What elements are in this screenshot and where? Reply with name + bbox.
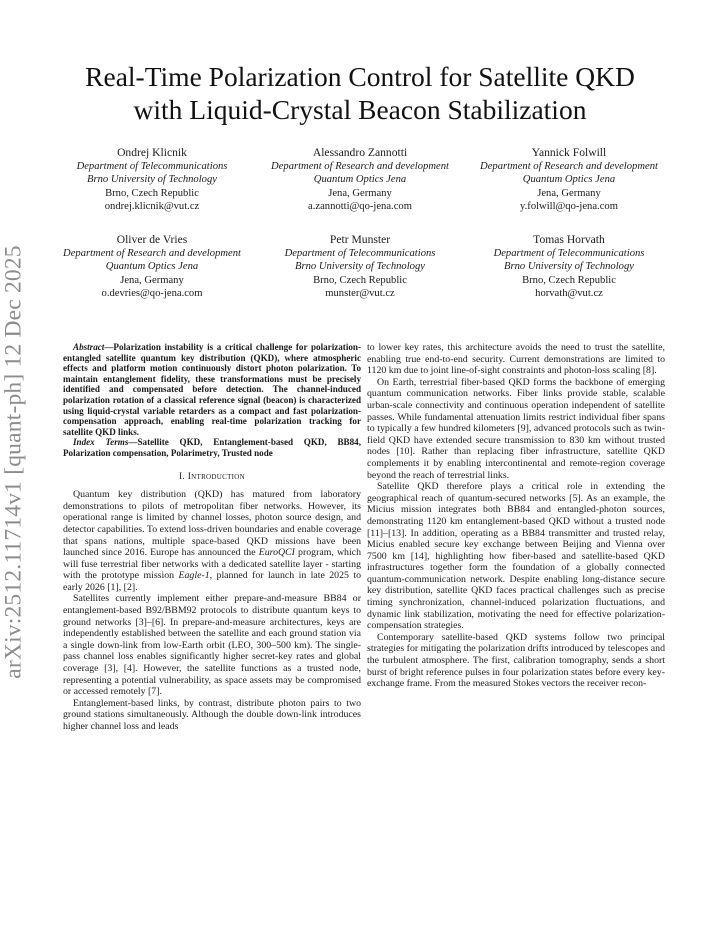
author-block xyxy=(47,145,257,213)
author-institution: Quantum Optics Jena xyxy=(313,174,407,186)
author-block xyxy=(255,232,465,300)
paragraph: Contemporary satellite-based QKD systems follow two principal strategies for mitigating the polarization drifts introduced by telescopes and the turbulent atmosphere. The first, calibration tomography, sends a short burst of bright reference pulses in four polarization states before every key-exchange frame. From the measured Stokes vectors the receiver recon- xyxy=(367,631,665,690)
author-email[interactable]: a.zannotti@qo-jena.com xyxy=(308,200,412,212)
author-block xyxy=(255,145,465,213)
arxiv-identifier-text: arXiv:2512.11714v1 [quant-ph] 12 Dec 2025 xyxy=(0,245,27,679)
author-email[interactable]: o.devries@qo-jena.com xyxy=(101,287,203,299)
index-terms-label: Index Terms xyxy=(73,437,129,448)
author-row-1 xyxy=(52,145,672,225)
author-email[interactable]: y.folwill@qo-jena.com xyxy=(520,200,618,212)
author-block xyxy=(464,145,674,213)
author-department: Department of Research and development xyxy=(271,161,449,172)
author-name: Alessandro Zannotti xyxy=(312,146,408,159)
author-block xyxy=(464,232,674,300)
title-line-2: with Liquid-Crystal Beacon Stabilization xyxy=(133,94,587,125)
paper-title xyxy=(60,60,660,126)
author-department: Department of Telecommunications xyxy=(284,248,436,259)
paragraph: Satellite QKD therefore plays a critical role in extending the geographical reach of quantum-secured networks [5]. As an example, the Micius mission integrates both BB84 and entangled-photon sources, demonstrating 1120 km entanglement-based QKD without a trusted node [11]–[13]. In addition, operating as a BB84 transmitter and trusted relay, Micius enabled secure key exchange between Beijing and Vienna over 7500 km [14], highlighting how fiber-based and satellite-based QKD infrastructures together form the foundation of a globally connected quantum-communication network. Despite enabling long-distance secure key distribution, satellite QKD faces practical challenges such as precise timing synchronization, channel-induced polarization fluctuations, and dynamic link stabilization, motivating the need for effective polarization-compensation strategies. xyxy=(367,481,665,632)
author-city: Brno, Czech Republic xyxy=(313,274,407,286)
author-city: Jena, Germany xyxy=(120,274,184,286)
author-name: Oliver de Vries xyxy=(116,233,188,246)
author-email[interactable]: horvath@vut.cz xyxy=(535,287,603,299)
paragraph: On Earth, terrestrial fiber-based QKD forms the backbone of emerging quantum communication networks. Fiber links provide stable, scalable urban-scale connectivity and continuous operation independent of satellite passes. While fundamental attenuation limits restrict individual fiber spans to typically a few hundred kilometers [9], advanced protocols such as twin-field QKD have extended secure transmission to 830 km without trusted nodes [10]. Rather than replacing fiber infrastructure, satellite QKD complements it by enabling intercontinental and remote-region coverage beyond the reach of terrestrial links. xyxy=(367,376,665,481)
emphasis-eagle-1: Eagle-1 xyxy=(178,570,210,582)
paragraph-text: , planned for launch in late 2025 to early 2026 [1], [2]. xyxy=(63,570,361,593)
author-institution: Quantum Optics Jena xyxy=(522,174,616,186)
author-name: Yannick Folwill xyxy=(531,146,607,159)
section-title: Introduction xyxy=(187,471,245,482)
author-email[interactable]: ondrej.klicnik@vut.cz xyxy=(104,200,200,212)
emphasis-euroqci: EuroQCI xyxy=(258,547,295,559)
author-department: Department of Telecommunications xyxy=(493,248,645,259)
left-column xyxy=(63,342,361,733)
author-email[interactable]: munster@vut.cz xyxy=(325,287,395,299)
author-name: Tomas Horvath xyxy=(533,233,605,246)
author-city: Brno, Czech Republic xyxy=(105,187,199,199)
section-heading-introduction xyxy=(63,472,361,484)
author-name: Petr Munster xyxy=(329,233,391,246)
author-department: Department of Research and development xyxy=(480,161,658,172)
right-column xyxy=(367,342,665,690)
index-terms xyxy=(63,437,361,458)
author-name: Ondrej Klicnik xyxy=(117,146,187,159)
author-department: Department of Research and development xyxy=(63,248,241,259)
title-line-1: Real-Time Polarization Control for Satellite QKD xyxy=(85,61,635,92)
author-city: Jena, Germany xyxy=(328,187,392,199)
author-department: Department of Telecommunications xyxy=(76,161,228,172)
paragraph: Entanglement-based links, by contrast, distribute photon pairs to two ground stations simultaneously. Although the double down-link introduces higher channel loss and leads xyxy=(63,697,361,732)
author-institution: Brno University of Technology xyxy=(87,174,217,186)
index-terms-text: —Satellite QKD, Entanglement-based QKD, BB84, Polarization compensation, Polarimetry, Trusted node xyxy=(63,437,361,458)
author-city: Jena, Germany xyxy=(537,187,601,199)
paragraph-text: program, which will fuse terrestrial fiber networks with a dedicated satellite layer - starting with the prototype mission xyxy=(63,547,361,582)
abstract-text: —Polarization instability is a critical challenge for polarization-entangled satellite quantum key distribution (QKD), where atmospheric effects and platform motion continuously distort photon polarization. To maintain entanglement fidelity, these transformations must be precisely identified and compensated before detection. The channel-induced polarization rotation of a classical reference signal (beacon) is characterized using liquid-crystal variable retarders as a compact and fast polarization-compensation approach, enabling real-time polarization tracking for satellite QKD links. xyxy=(63,342,361,437)
abstract xyxy=(63,342,361,437)
paragraph xyxy=(63,489,361,593)
paragraph: to lower key rates, this architecture avoids the need to trust the satellite, enabling true end-to-end security. Current demonstrations are limited to 1120 km due to joint line-of-sight constraints and photon-loss scaling [8]. xyxy=(367,342,665,377)
author-row-2 xyxy=(52,232,672,312)
author-city: Brno, Czech Republic xyxy=(522,274,616,286)
paragraph: Satellites currently implement either prepare-and-measure BB84 or entanglement-based B92/BBM92 protocols to distribute quantum keys to ground networks [3]–[6]. In prepare-and-measure architectures, keys are independently established between the satellite and each ground station via a single down-link from low-Earth orbit (LEO, 300–500 km). The single-pass channel loss enables significantly higher secret-key rates and global coverage [3], [4]. However, the satellite functions as a trusted node, representing a potential vulnerability, as space assets may be compromised or accessed remotely [7]. xyxy=(63,593,361,698)
section-numeral: I. xyxy=(178,471,186,482)
author-institution: Quantum Optics Jena xyxy=(105,261,199,273)
paragraph-text: Quantum key distribution (QKD) has matured from laboratory demonstrations to pilots of metropolitan fiber networks. However, its operational range is limited by channel losses, photon source design, and detector capabilities. To extend loss-driven boundaries and enable coverage that spans nations, multiple space-based QKD missions have been launched since 2016. Europe has announced the xyxy=(63,489,361,559)
author-institution: Brno University of Technology xyxy=(295,261,425,273)
abstract-label: Abstract xyxy=(73,342,105,352)
author-institution: Brno University of Technology xyxy=(504,261,634,273)
author-block xyxy=(47,232,257,300)
